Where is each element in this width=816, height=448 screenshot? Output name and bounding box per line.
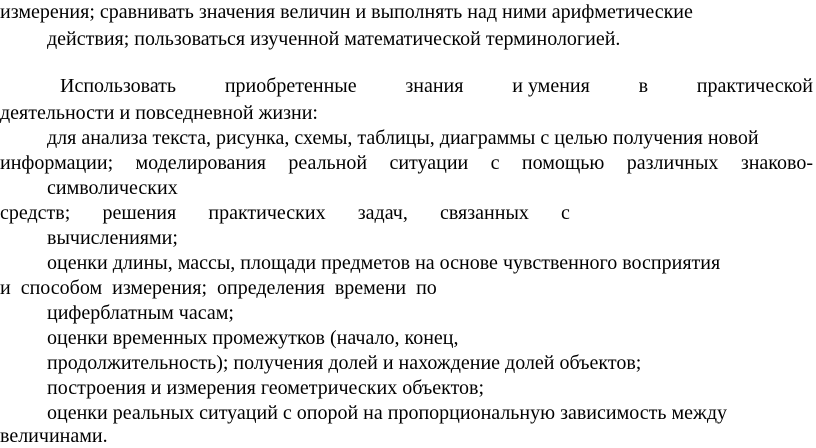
- text-line-14: продолжительность); получения долей и нахождение долей объектов;: [47, 352, 642, 374]
- text-line-12: циферблатным часам;: [47, 302, 234, 324]
- word: связанных: [440, 202, 529, 224]
- text-line-6: [0, 151, 813, 175]
- text-line-15: построения и измерения геометрических объектов;: [47, 377, 485, 399]
- text-line-2: действия; пользоваться изученной математической терминологией.: [47, 28, 621, 50]
- word: знаково-: [740, 152, 813, 174]
- text-line-1: измерения; сравнивать значения величин и выполнять над ними арифметические: [0, 1, 693, 23]
- word: приобретенные: [224, 75, 357, 97]
- word: средств;: [0, 202, 71, 224]
- word: с: [561, 202, 570, 224]
- word: помощью: [521, 152, 605, 174]
- text-line-9: вычислениями;: [47, 227, 178, 249]
- word: знания: [405, 75, 464, 97]
- text-line-3: [60, 74, 813, 98]
- text-line-4: деятельности и повседневной жизни:: [0, 102, 318, 124]
- text-line-11: и способом измерения; определения времени по: [0, 277, 437, 299]
- word: ситуации: [389, 152, 469, 174]
- word: различных: [626, 152, 719, 174]
- text-line-17: величинами.: [0, 425, 108, 447]
- text-line-8: [0, 201, 570, 225]
- word: информации;: [0, 152, 114, 174]
- word: практической: [696, 75, 813, 97]
- word: реальной: [288, 152, 368, 174]
- text-line-7: символических: [47, 177, 178, 199]
- word: в: [638, 75, 649, 97]
- word: практических: [208, 202, 326, 224]
- text-line-5: для анализа текста, рисунка, схемы, таблицы, диаграммы с целью получения новой: [47, 127, 759, 149]
- text-line-13: оценки временных промежутков (начало, конец,: [47, 327, 459, 349]
- word: Использовать: [60, 75, 177, 97]
- word: решения: [102, 202, 177, 224]
- word: с: [490, 152, 500, 174]
- word: и умения: [512, 75, 590, 97]
- text-line-16: оценки реальных ситуаций с опорой на пропорциональную зависимость между: [47, 402, 727, 424]
- word: задач,: [357, 202, 408, 224]
- word: моделирования: [135, 152, 266, 174]
- text-line-10: оценки длины, массы, площади предметов на основе чувственного восприятия: [47, 252, 721, 274]
